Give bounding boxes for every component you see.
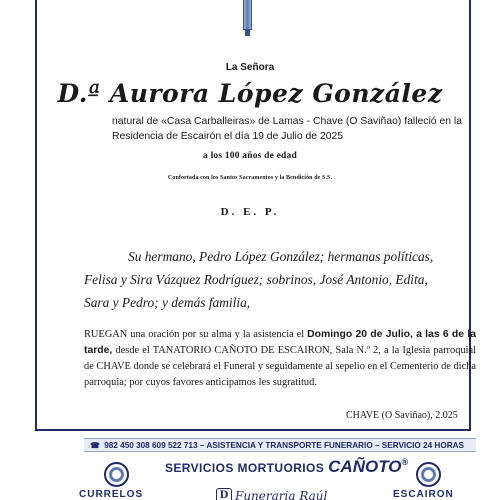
ceremony-datetime: Domingo 20 de Julio, a las 6 de la tarde, [84, 329, 476, 356]
sacraments-text: Confortada con los Santos Sacramentos y la Bendición de S.S. [167, 175, 333, 181]
family-line: Su hermano, Pedro López González; hermanas políticas, [128, 249, 434, 264]
brand-name: CAÑOTO [328, 457, 402, 476]
intro-label: La Señora [225, 62, 275, 73]
services-logo [165, 457, 408, 477]
raul-label: Funeraria Raúl [235, 489, 328, 500]
family-line: Sara y Pedro; y demás familia, [84, 295, 251, 310]
family-block [84, 245, 484, 314]
family-line: Felisa y Sira Vázquez Rodríguez; sobrinos, José Antonio, Edita, [84, 272, 428, 287]
origin-text: natural de «Casa Carballeiras» de Lamas - Chave (O Saviñao) falleció en la Residencia de Escairón el día 19 de Julio de 2025 [112, 116, 463, 142]
dep-text: D. E. P. [220, 206, 280, 218]
place-date: CHAVE (O Saviñao), 2.025 [346, 410, 458, 421]
escairon-label: ESCAIRON [393, 489, 454, 500]
request-paragraph [84, 327, 476, 391]
phone-icon: ☎ [90, 441, 101, 450]
raul-badge: D [216, 488, 232, 500]
ruegan-word: RUEGAN [84, 329, 128, 340]
contact-bar [84, 438, 476, 452]
age-text: a los 100 años de edad [203, 151, 297, 161]
cross-tip [245, 30, 250, 36]
currelos-emblem-icon [104, 462, 129, 487]
deceased-name: D.ª Aurora López González [57, 79, 443, 108]
request-text-b: desde el TANATORIO CAÑOTO DE ESCAIRON, Sala N.º 2, a la Iglesia parroquial de CHAVE donde se celebrará el Funeral y seguidamente al sepelio en el Cementerio de dicha parroquia; por cuyos favores anticipamos les sugratitud. [84, 345, 476, 388]
registered-mark: ® [401, 457, 409, 467]
services-label: SERVICIOS MORTUORIOS [165, 461, 325, 475]
cross-icon [243, 0, 252, 30]
funeraria-raul-logo [216, 486, 327, 500]
escairon-emblem-icon [416, 462, 441, 487]
currelos-label: CURRELOS [79, 489, 144, 500]
contact-text: 982 450 308 609 522 713 – ASISTENCIA Y TRANSPORTE FUNERARIO – SERVICIO 24 HORAS [104, 441, 464, 450]
request-text-a: una oración por su alma y la asistencia el [127, 329, 308, 340]
